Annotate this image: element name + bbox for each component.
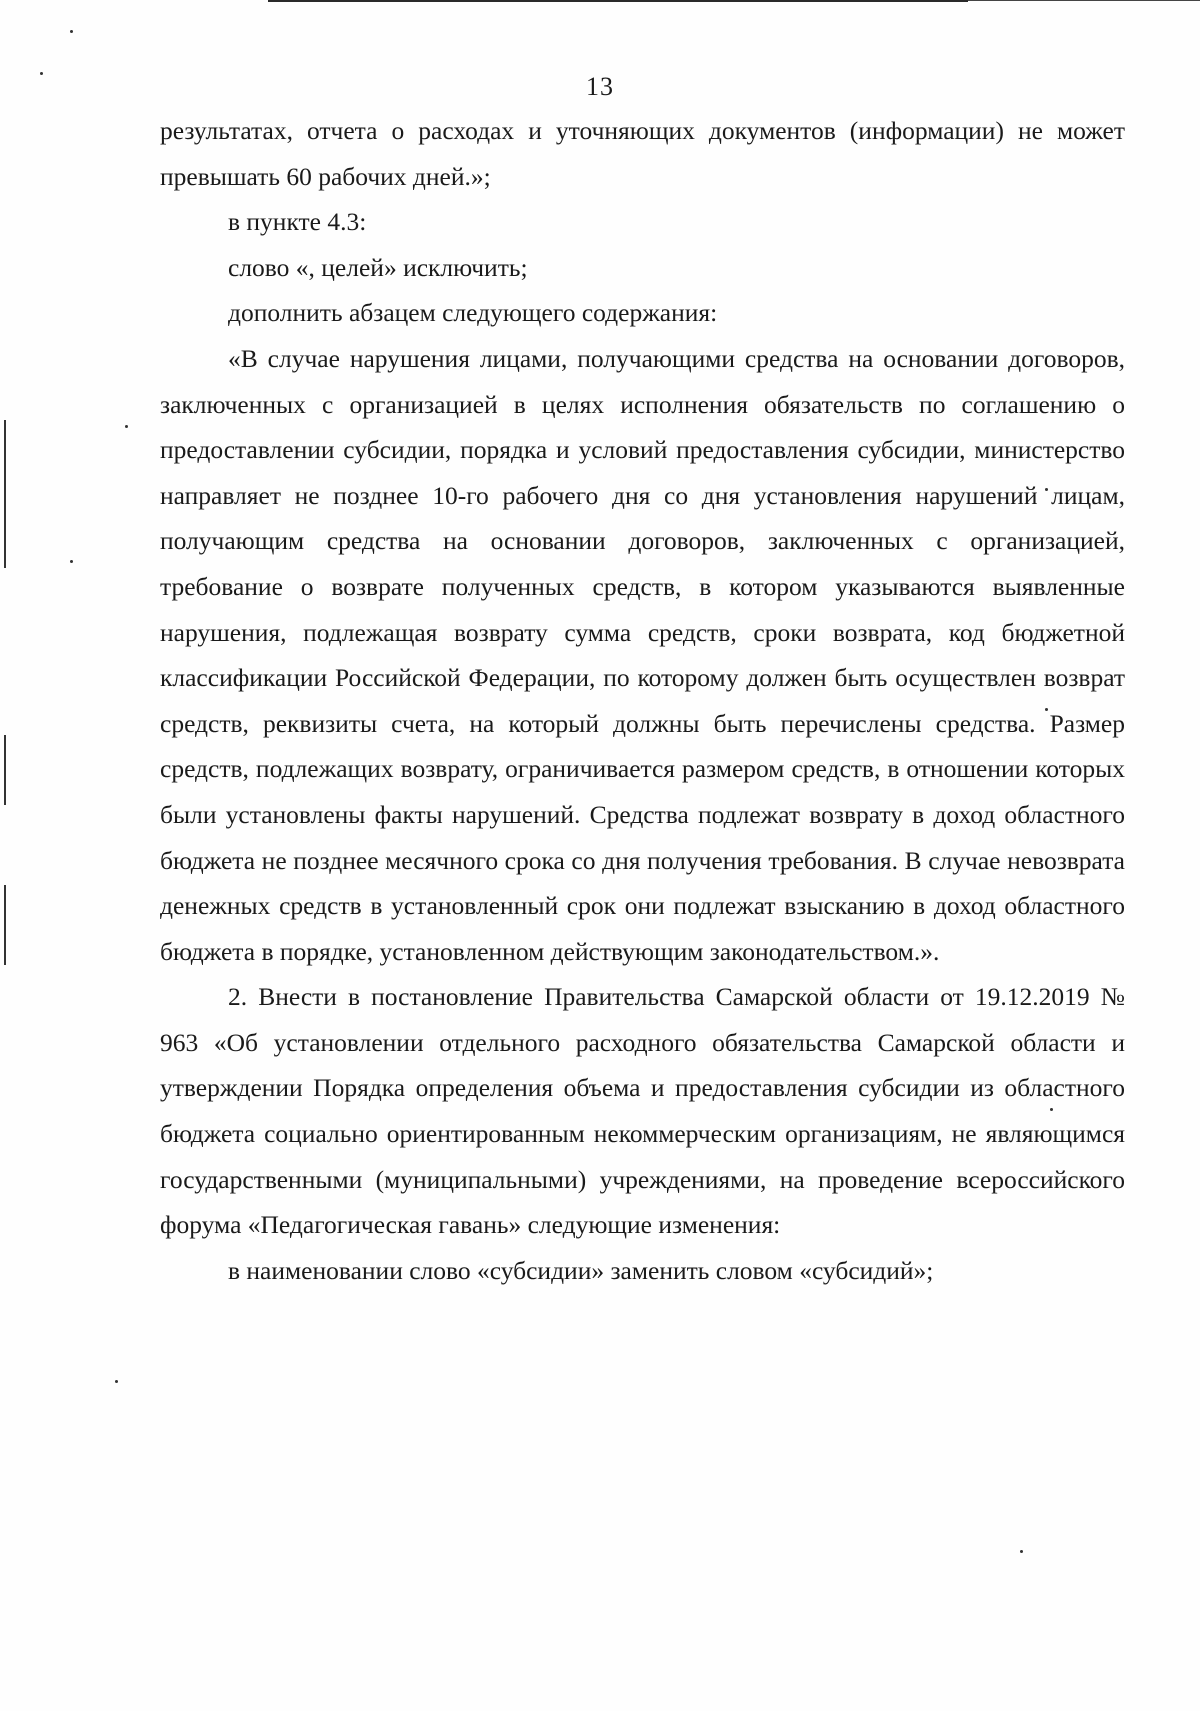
scan-margin-mark [4,420,6,568]
scan-margin-mark [4,735,6,805]
scan-margin-mark [4,885,6,965]
scan-edge-line [268,0,968,2]
scan-edge-line [968,0,1200,1]
paragraph-add-clause: дополнить абзацем следующего содержания: [228,298,718,328]
paragraph-continuation: результатах, отчета о расходах и уточняющих документов (информации) не может превышать 60 рабочих дней.»; [160,116,1125,191]
paragraph-amendment-2: 2. Внести в постановление Правительства Самарской области от 19.12.2019 № 963 «Об установлении отдельного расходного обязательства Самарской области и утверждении Порядка определения объема и предоставления субсидии из областного бюджета социально ориентированным некоммерческим организациям, не являющимся государственными (муниципальными) учреждениями, на проведение всероссийского форума «Педагогическая гавань» следующие изменения: [160,982,1125,1240]
scan-speck [125,425,128,428]
paragraph-word-exclude: слово «, целей» исключить; [228,252,528,282]
document-body [160,108,1125,1293]
scan-speck [70,560,73,563]
paragraph-title-change: в наименовании слово «субсидии» заменить словом «субсидий»; [228,1255,934,1285]
scan-speck [115,1380,118,1383]
page-number: 13 [586,72,614,101]
scan-speck [70,30,73,33]
paragraph-violation-clause: «В случае нарушения лицами, получающими средства на основании договоров, заключенных с организацией в целях исполнения обязательств по соглашению о предоставлении субсидии, порядка и условий предоставления субсидии, министерство направляет не позднее 10-го рабочего дня со дня установления нарушений лицам, получающим средства на основании договоров, заключенных с организацией, требование о возврате полученных средств, в котором указываются выявленные нарушения, подлежащая возврату сумма средств, сроки возврата, код бюджетной классификации Российской Федерации, по которому должен быть осуществлен возврат средств, реквизиты счета, на который должны быть перечислены средства. Размер средств, подлежащих возврату, ограничивается размером средств, в отношении которых были установлены факты нарушений. Средства подлежат возврату в доход областного бюджета не позднее месячного срока со дня получения требования. В случае невозврата денежных средств в установленный срок они подлежат взысканию в доход областного бюджета в порядке, установленном действующим законодательством.». [160,343,1125,966]
scan-speck [1020,1550,1023,1553]
paragraph-point-4-3: в пункте 4.3: [228,207,367,237]
